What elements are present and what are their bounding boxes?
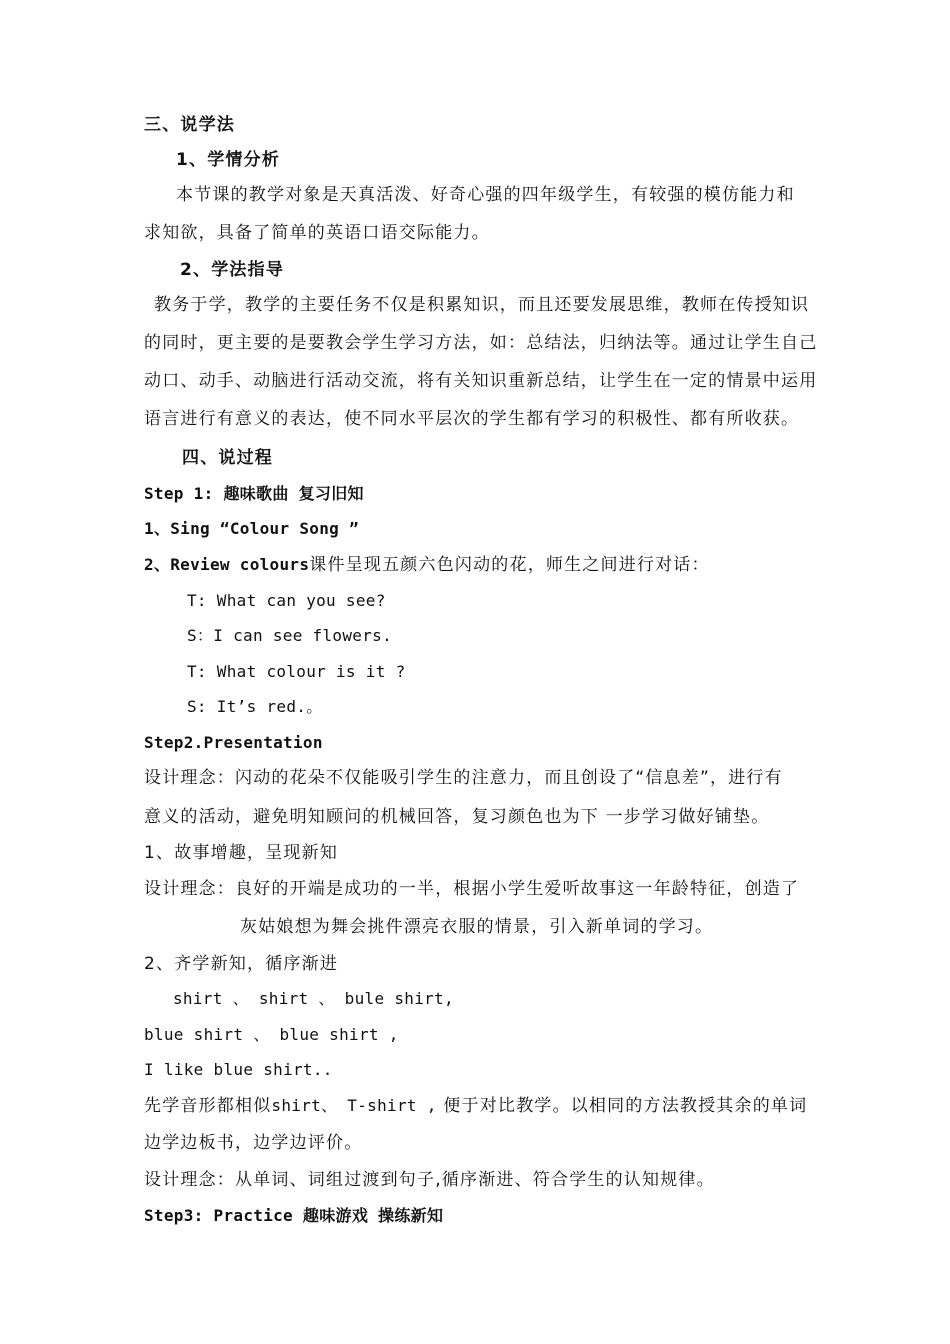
design-note-line: 设计理念：从单词、词组过渡到句子,循序渐进、符合学生的认知规律。 — [144, 1170, 715, 1190]
step2-item-learn: 2、齐学新知，循序渐进 — [144, 954, 339, 974]
section-heading-process: 四、说过程 — [182, 448, 273, 468]
design-note-line: 灰姑娘想为舞会挑件漂亮衣服的情景，引入新单词的学习。 — [240, 917, 714, 937]
paragraph-line: 教务于学，教学的主要任务不仅是积累知识，而且还要发展思维，教师在传授知识 — [154, 295, 810, 315]
method-line — [144, 1095, 807, 1117]
dialog-line: S：I can see flowers. — [187, 626, 393, 645]
method-text: 便于对比教学。以相同的方法教授其余的单词 — [436, 1096, 808, 1116]
subheading-learning-guidance: 2、学法指导 — [180, 260, 285, 280]
paragraph-line: 本节课的教学对象是天真活泼、好奇心强的四年级学生，有较强的模仿能力和 — [176, 185, 795, 205]
step2-item-story: 1、故事增趣，呈现新知 — [144, 843, 339, 863]
vocabulary-line: I like blue shirt.. — [144, 1060, 333, 1079]
paragraph-line: 语言进行有意义的表达，使不同水平层次的学生都有学习的积极性、都有所收获。 — [144, 409, 800, 429]
vocabulary-line: blue shirt 、 blue shirt , — [144, 1025, 399, 1044]
paragraph-line: 求知欲，具备了简单的英语口语交际能力。 — [144, 223, 490, 243]
paragraph-line: 的同时，更主要的是要教会学生学习方法，如：总结法，归纳法等。通过让学生自己 — [144, 333, 818, 353]
design-note-line: 设计理念：良好的开端是成功的一半，根据小学生爱听故事这一年龄特征，创造了 — [144, 879, 800, 899]
method-words: shirt、 T-shirt , — [271, 1096, 437, 1115]
step1-item-sing: 1、Sing “Colour Song ” — [144, 519, 359, 538]
paragraph-line: 动口、动手、动脑进行活动交流，将有关知识重新总结，让学生在一定的情景中运用 — [144, 371, 818, 391]
design-note-line: 意义的活动，避免明知顾问的机械回答，复习颜色也为下 一步学习做好铺垫。 — [144, 807, 770, 827]
dialog-line: T: What colour is it ? — [187, 662, 406, 681]
section-heading-learning-methods: 三、说学法 — [144, 115, 235, 135]
dialog-line: S: It’s red.。 — [187, 697, 323, 716]
method-text: 先学音形都相似 — [144, 1096, 272, 1116]
method-line: 边学边板书，边学边评价。 — [144, 1133, 363, 1153]
review-colours-description: 课件呈现五颜六色闪动的花，师生之间进行对话： — [309, 555, 710, 575]
vocabulary-line: shirt 、 shirt 、 bule shirt, — [173, 989, 454, 1008]
step2-heading: Step2.Presentation — [144, 733, 323, 752]
subheading-student-analysis: 1、学情分析 — [176, 150, 281, 170]
design-note-line: 设计理念：闪动的花朵不仅能吸引学生的注意力，而且创设了“信息差”，进行有 — [144, 768, 783, 788]
step3-heading: Step3: Practice 趣味游戏 操练新知 — [144, 1206, 444, 1225]
dialog-line: T: What can you see? — [187, 591, 386, 610]
step1-heading: Step 1: 趣味歌曲 复习旧知 — [144, 484, 364, 503]
review-colours-label: 2、Review colours — [144, 555, 310, 574]
step1-item-review — [144, 554, 710, 576]
